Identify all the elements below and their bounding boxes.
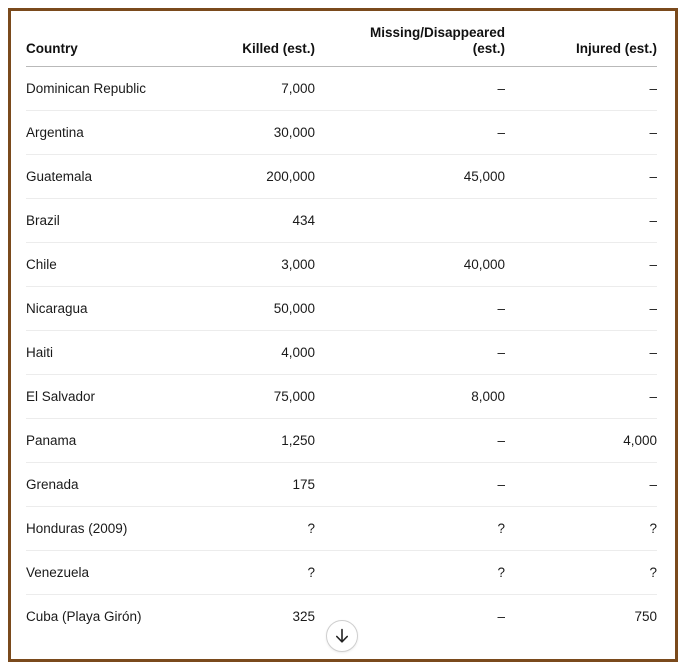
cell-killed: 434	[166, 199, 315, 243]
cell-country: Cuba (Playa Girón)	[26, 608, 142, 624]
cell-country: Argentina	[26, 111, 166, 155]
arrow-down-icon	[335, 628, 349, 644]
table-row	[26, 243, 657, 287]
cell-killed: 30,000	[166, 111, 315, 155]
table-row	[26, 463, 657, 507]
cell-missing: –	[497, 608, 505, 624]
cell-killed: 325	[292, 608, 315, 624]
cell-injured: –	[505, 287, 657, 331]
cell-injured: –	[505, 155, 657, 199]
table-row	[26, 111, 657, 155]
cell-injured: 750	[634, 608, 657, 624]
cell-injured: –	[505, 243, 657, 287]
cell-injured: –	[505, 463, 657, 507]
cell-missing: 8,000	[315, 375, 505, 419]
cell-missing: 40,000	[315, 243, 505, 287]
cell-injured: –	[505, 375, 657, 419]
cell-injured: 4,000	[505, 419, 657, 463]
table-row	[26, 375, 657, 419]
cell-country: Nicaragua	[26, 287, 166, 331]
cell-missing	[315, 199, 505, 243]
column-header-missing-line1: Missing/Disappeared	[369, 25, 505, 40]
cell-country: El Salvador	[26, 375, 166, 419]
cell-missing: –	[315, 419, 505, 463]
cell-missing: ?	[315, 507, 505, 551]
cell-injured: –	[505, 67, 657, 111]
table-row	[26, 155, 657, 199]
table-row	[26, 199, 657, 243]
cell-injured: ?	[505, 507, 657, 551]
table-row	[26, 507, 657, 551]
cell-killed: 1,250	[166, 419, 315, 463]
table-row	[26, 419, 657, 463]
cell-injured: –	[505, 199, 657, 243]
table-row	[26, 551, 657, 595]
table-row	[26, 331, 657, 375]
cell-country: Venezuela	[26, 551, 166, 595]
cell-killed: 200,000	[166, 155, 315, 199]
cell-injured: –	[505, 331, 657, 375]
cell-missing: –	[315, 287, 505, 331]
cell-missing: –	[315, 67, 505, 111]
cell-country: Panama	[26, 419, 166, 463]
cell-killed: 50,000	[166, 287, 315, 331]
table-row	[26, 67, 657, 111]
column-header-killed: Killed (est.)	[166, 25, 315, 67]
table-frame	[8, 8, 678, 662]
cell-killed: ?	[166, 507, 315, 551]
casualties-table	[26, 25, 657, 638]
cell-country: Haiti	[26, 331, 166, 375]
cell-country: Brazil	[26, 199, 166, 243]
cell-country: Honduras (2009)	[26, 507, 166, 551]
cell-missing: 45,000	[315, 155, 505, 199]
cell-killed: 7,000	[166, 67, 315, 111]
column-header-missing-line2: (est.)	[472, 41, 505, 56]
cell-missing: ?	[315, 551, 505, 595]
column-header-missing	[315, 25, 505, 67]
cell-injured: ?	[505, 551, 657, 595]
cell-killed: 3,000	[166, 243, 315, 287]
cell-killed: 75,000	[166, 375, 315, 419]
table-container	[26, 25, 657, 638]
cell-country: Grenada	[26, 463, 166, 507]
column-header-injured: Injured (est.)	[505, 25, 657, 67]
cell-injured: –	[505, 111, 657, 155]
cell-missing: –	[315, 463, 505, 507]
table-row	[26, 287, 657, 331]
cell-missing: –	[315, 111, 505, 155]
cell-killed: 175	[166, 463, 315, 507]
table-header-row	[26, 25, 657, 67]
cell-killed: ?	[166, 551, 315, 595]
cell-killed: 4,000	[166, 331, 315, 375]
column-header-country: Country	[26, 25, 166, 67]
cell-country: Guatemala	[26, 155, 166, 199]
cell-missing: –	[315, 331, 505, 375]
scroll-down-button[interactable]	[326, 620, 358, 652]
cell-country: Dominican Republic	[26, 67, 166, 111]
cell-country: Chile	[26, 243, 166, 287]
